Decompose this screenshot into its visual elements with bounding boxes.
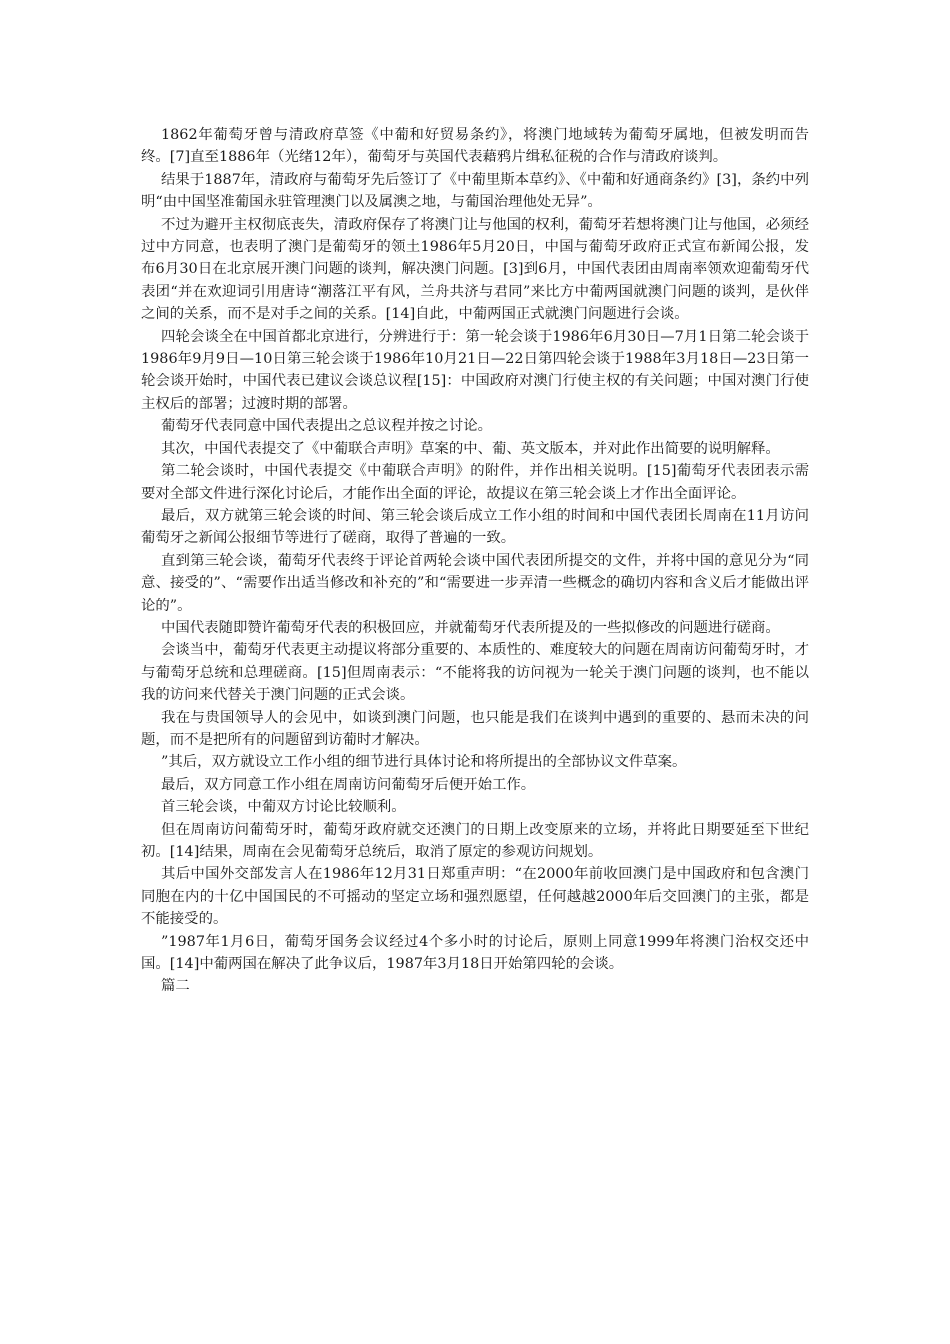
paragraph: 直到第三轮会谈，葡萄牙代表终于评论首两轮会谈中国代表团所提交的文件，并将中国的意见分为“同意、接受的”、“需要作出适当修改和补充的”和“需要进一步弄清一些概念的确切内容和含义后才能做出评论的”。 <box>141 552 809 614</box>
paragraph: 但在周南访问葡萄牙时，葡萄牙政府就交还澳门的日期上改变原来的立场，并将此日期要延至下世纪初。[14]结果，周南在会见葡萄牙总统后，取消了原定的参观访问规划。 <box>141 821 809 860</box>
section-heading: 篇二 <box>161 978 190 995</box>
paragraph: 其后中国外交部发言人在1986年12月31日郑重声明：“在2000年前收回澳门是中国政府和包含澳门同胞在内的十亿中国国民的不可摇动的坚定立场和强烈愿望，任何越越2000年后交回澳门的主张，都是不能接受的。 <box>141 866 809 928</box>
paragraph: ”1987年1月6日，葡萄牙国务会议经过4个多小时的讨论后，原则上同意1999年将澳门治权交还中国。[14]中葡两国在解决了此争议后，1987年3月18日开始第四轮的会谈。 <box>141 933 809 973</box>
paragraph: 葡萄牙代表同意中国代表提出之总议程并按之讨论。 <box>161 418 492 435</box>
paragraph: ”其后，双方就设立工作小组的细节进行具体讨论和将所提出的全部协议文件草案。 <box>161 754 687 771</box>
paragraph: 其次，中国代表提交了《中葡联合声明》草案的中、葡、英文版本，并对此作出简要的说明解释。 <box>161 440 780 457</box>
paragraph: 最后，双方同意工作小组在周南访问葡萄牙后便开始工作。 <box>161 776 536 793</box>
paragraph: 会谈当中，葡萄牙代表更主动提议将部分重要的、本质性的、难度较大的问题在周南访问葡萄牙时，才与葡萄牙总统和总理磋商。[15]但周南表示：“不能将我的访问视为一轮关于澳门问题的谈判，也不能以我的访问来代替关于澳门问题的正式会谈。 <box>141 642 809 704</box>
paragraph: 1862年葡萄牙曾与清政府草签《中葡和好贸易条约》，将澳门地域转为葡萄牙属地，但被发明而告终。[7]直至1886年（光绪12年），葡萄牙与英国代表藉鸦片缉私征税的合作与清政府谈判。 <box>141 127 809 166</box>
paragraph: 结果于1887年，清政府与葡萄牙先后签订了《中葡里斯本草约》、《中葡和好通商条约》[3]，条约中列明“由中国坚准葡国永驻管理澳门以及属澳之地，与葡国治理他处无异”。 <box>141 171 809 211</box>
paragraph: 最后，双方就第三轮会谈的时间、第三轮会谈后成立工作小组的时间和中国代表团长周南在11月访问葡萄牙之新闻公报细节等进行了磋商，取得了普遍的一致。 <box>141 507 809 547</box>
paragraph: 首三轮会谈，中葡双方讨论比较顺利。 <box>161 799 406 816</box>
paragraph: 不过为避开主权彻底丧失，清政府保存了将澳门让与他国的权利，葡萄牙若想将澳门让与他国，必须经过中方同意，也表明了澳门是葡萄牙的领土1986年5月20日，中国与葡萄牙政府正式宣布新闻公报，发布6月30日在北京展开澳门问题的谈判，解决澳门问题。[3]到6月，中国代表团由周南率领欢迎葡萄牙代表团“并在欢迎词引用唐诗“潮落江平有风，兰舟共济与君同”来比方中葡两国就澳门问题的谈判，是伙伴之间的关系，而不是对手之间的关系。[14]自此，中葡两国正式就澳门问题进行会谈。 <box>141 216 809 323</box>
paragraph: 中国代表随即赞许葡萄牙代表的积极回应，并就葡萄牙代表所提及的一些拟修改的问题进行磋商。 <box>161 619 780 636</box>
paragraph: 四轮会谈全在中国首都北京进行，分辨进行于：第一轮会谈于1986年6月30日—7月1日第二轮会谈于1986年9月9日—10日第三轮会谈于1986年10月21日—22日第四轮会谈于1988年3月18日—23日第一轮会谈开始时，中国代表已建议会谈总议程[15]：中国政府对澳门行使主权的有关问题；中国对澳门行使主权后的部署；过渡时期的部署。 <box>141 328 809 412</box>
document-body <box>141 124 809 998</box>
paragraph: 第二轮会谈时，中国代表提交《中葡联合声明》的附件，并作出相关说明。[15]葡萄牙代表团表示需要对全部文件进行深化讨论后，才能作出全面的评论，故提议在第三轮会谈上才作出全面评论。 <box>141 463 809 502</box>
paragraph: 我在与贵国领导人的会见中，如谈到澳门问题，也只能是我们在谈判中遇到的重要的、悬而未决的问题，而不是把所有的问题留到访葡时才解决。 <box>141 709 809 748</box>
